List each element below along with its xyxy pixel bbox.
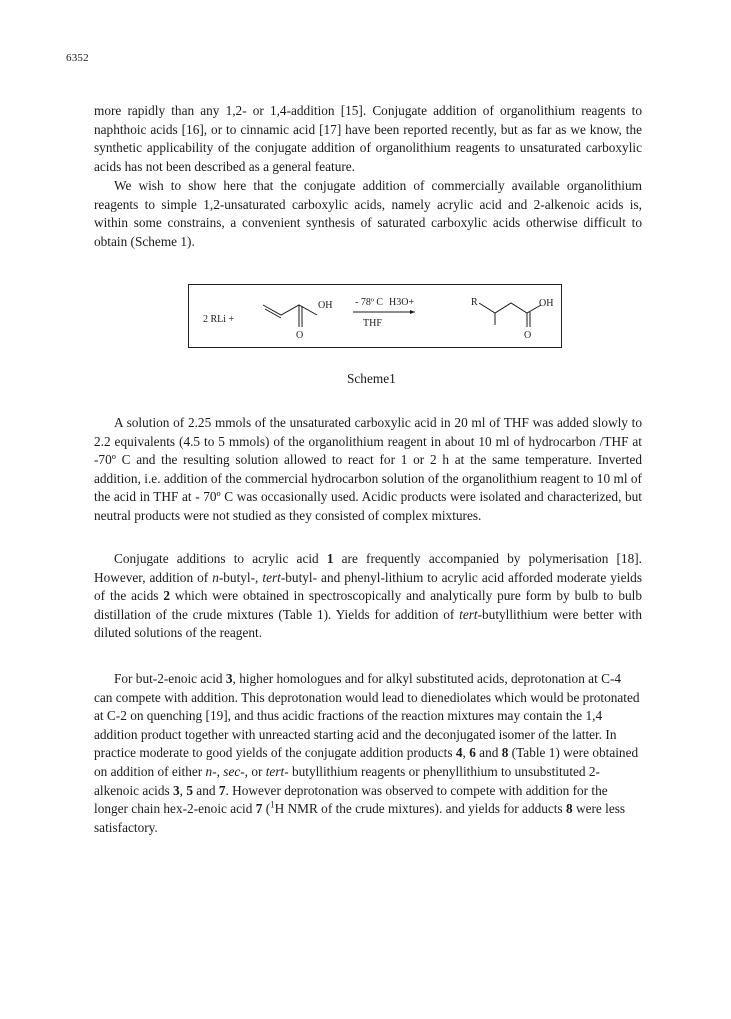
page-number: 6352 <box>66 52 89 64</box>
p5-s10: and <box>192 782 219 798</box>
scheme-oh-left: OH <box>318 300 333 311</box>
paragraph-3 <box>94 414 642 526</box>
product-bonds <box>479 303 541 313</box>
p5-s14: were less satisfactory. <box>94 801 626 835</box>
paragraph-2 <box>94 177 642 251</box>
p5-s3: , <box>462 745 470 761</box>
p4-s3: -butyl-, <box>218 569 263 585</box>
paragraph-5 <box>94 670 642 837</box>
p4-compound-2: 2 <box>163 588 170 604</box>
p4-compound-1: 1 <box>326 551 334 566</box>
paragraph-4 <box>94 550 642 643</box>
p5-compound-3b: 3 <box>173 782 180 798</box>
p5-s2: , higher homologues and for alkyl substituted acids, deprotonation at C-4 can compete with addition. This deprotonation would lead to dienediolates which would be protonated at C-2 on quenching [19], and thus acidic fractions of the reaction mixtures may contain the 1,4 addition product together with unreacted starting acid and the deconjugated isomer of the latter. In practice moderate to good yields of the conjugate addition products <box>94 671 640 761</box>
scheme-caption: Scheme1 <box>347 371 396 386</box>
p5-superscript-1: 1 <box>270 799 275 810</box>
paragraph-1-text: more rapidly than any 1,2- or 1,4-addition [15]. Conjugate addition of organolithium reagents to naphthoic acids [16], or to cinnamic acid [17] have been reported recently, but as far as we know, the synthetic applicability of the conjugate addition of organolithium reagents to unsaturated carboxylic acids has not been described as a general feature. <box>94 103 642 174</box>
p5-compound-4: 4 <box>455 745 463 761</box>
p4-s6: -butyllithium were better with diluted solutions of the reagent. <box>94 606 642 641</box>
p4-s2: are frequently accompanied by polymerisation [18]. However, addition of <box>94 551 642 585</box>
scheme-1-box <box>188 284 562 348</box>
p5-compound-8b: 8 <box>566 801 573 817</box>
p5-s13: H NMR of the crude mixtures). and yields for adducts <box>274 801 566 817</box>
scheme-reagent-label: 2 RLi + <box>203 314 235 325</box>
p5-italic-sec: sec <box>223 763 241 779</box>
scheme-oh-right: OH <box>539 298 554 309</box>
paragraph-3-text: A solution of 2.25 mmols of the unsaturated carboxylic acid in 20 ml of THF was added slowly to 2.2 equivalents (4.5 to 5 mmols) of the organolithium reagent in about 10 ml of hydrocarbon /THF at -70º C and the resulting solution allowed to react for 1 or 2 h at the same temperature. Inverted addition, i.e. addition of the commercial hydrocarbon solution of the organolithium reagent to 10 ml of the acid in THF at - 70º C was occasionally used. Acidic products were isolated and characterized, but neutral products were not studied as they consisted of complex mixtures. <box>94 415 642 523</box>
p5-s4: and <box>475 745 502 761</box>
p5-s12: ( <box>262 801 271 817</box>
p5-s8: - butyllithium reagents or phenyllithium to unsubstituted 2-alkenoic acids <box>94 763 600 798</box>
scheme-1-diagram <box>189 285 561 347</box>
p5-compound-3: 3 <box>225 671 233 686</box>
p4-s1: Conjugate additions to acrylic acid <box>114 551 327 566</box>
p5-italic-n: n <box>205 763 213 779</box>
p5-compound-7: 7 <box>218 782 226 798</box>
scheme-o-right: O <box>524 330 532 341</box>
p5-italic-tert: tert <box>265 763 285 779</box>
scheme-o-left: O <box>296 330 304 341</box>
p5-s6: -, <box>212 763 224 779</box>
p5-s5: (Table 1) were obtained on addition of either <box>94 745 639 779</box>
p5-s7: -, or <box>240 763 266 779</box>
p5-s11: . However deprotonation was observed to compete with addition for the longer chain hex-2-enoic acid <box>94 782 608 817</box>
p5-compound-6: 6 <box>469 745 476 761</box>
scheme-condition-solvent: THF <box>363 318 382 329</box>
p4-s4: -butyl- and phenyl-lithium to acrylic acid afforded moderate yields of the acids <box>94 569 643 604</box>
p5-s9: , <box>179 782 187 798</box>
p5-compound-5: 5 <box>186 782 193 798</box>
p5-s1: For but-2-enoic acid <box>114 671 226 686</box>
paragraph-1 <box>94 102 642 176</box>
p5-compound-8: 8 <box>501 745 509 761</box>
paragraph-2-text: We wish to show here that the conjugate addition of commercially available organolithium reagents to simple 1,2-unsaturated carboxylic acids, namely acrylic acid and 2-alkenoic acids is, within some constrains, a convenient synthesis of saturated carboxylic acids otherwise difficult to obtain (Scheme 1). <box>94 178 642 249</box>
p5-compound-7b: 7 <box>255 801 263 817</box>
scheme-r-label: R <box>471 297 478 308</box>
p4-italic-n: n <box>212 569 219 585</box>
p4-s5: which were obtained in spectroscopically and analytically pure form by bulb to bulb distillation of the crude mixtures (Table 1). Yields for addition of <box>94 588 642 622</box>
scheme-condition-temp: - 78º C <box>355 297 384 308</box>
scheme-condition-h3o: H3O+ <box>389 297 415 308</box>
paragraph-4-text <box>94 550 642 643</box>
p4-italic-tert-2: tert <box>459 606 478 622</box>
acrylic-acid-bonds <box>263 305 317 315</box>
p4-italic-tert: tert <box>262 569 281 585</box>
paragraph-5-text <box>94 670 642 837</box>
